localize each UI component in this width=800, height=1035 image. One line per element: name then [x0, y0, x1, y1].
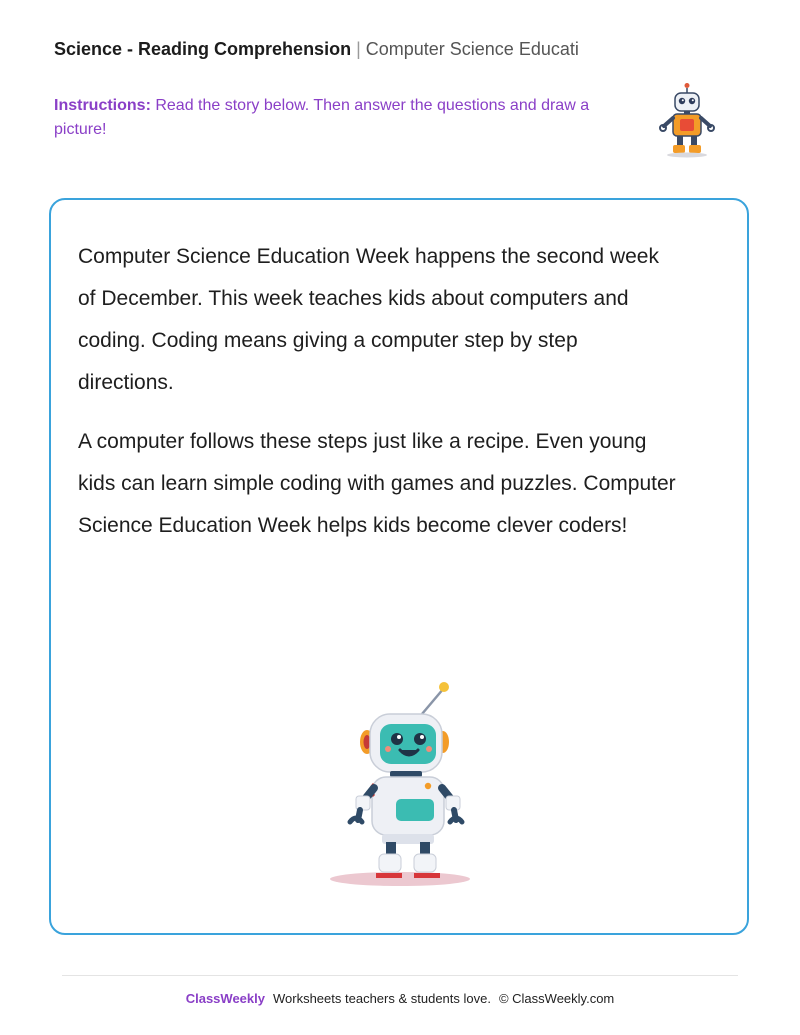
worksheet-topic: Computer Science Educati: [365, 39, 579, 59]
story-text: [78, 236, 678, 564]
page-footer: [0, 990, 800, 1008]
footer-tagline: Worksheets teachers & students love.: [272, 991, 491, 1006]
robot-icon: [655, 82, 719, 158]
footer-brand: ClassWeekly: [185, 991, 265, 1006]
robot-illustration: [330, 680, 474, 890]
footer-divider: [62, 975, 738, 976]
instructions: [54, 94, 614, 142]
story-paragraph: Computer Science Education Week happens the second week of December. This week teaches kids about computers and coding. Coding means giving a computer step by step directions.: [78, 245, 659, 394]
story-paragraph: A computer follows these steps just like a recipe. Even young kids can learn simple coding with games and puzzles. Computer Science Education Week helps kids become clever coders!: [78, 430, 676, 537]
header-separator: |: [356, 39, 361, 59]
story-box: [49, 198, 749, 935]
worksheet-subject: Science - Reading Comprehension: [54, 39, 352, 59]
instructions-text: Read the story below. Then answer the questions and draw a picture!: [54, 97, 590, 138]
instructions-label: Instructions:: [54, 97, 151, 114]
footer-copyright: © ClassWeekly.com: [498, 991, 615, 1006]
page-header: [54, 38, 614, 60]
